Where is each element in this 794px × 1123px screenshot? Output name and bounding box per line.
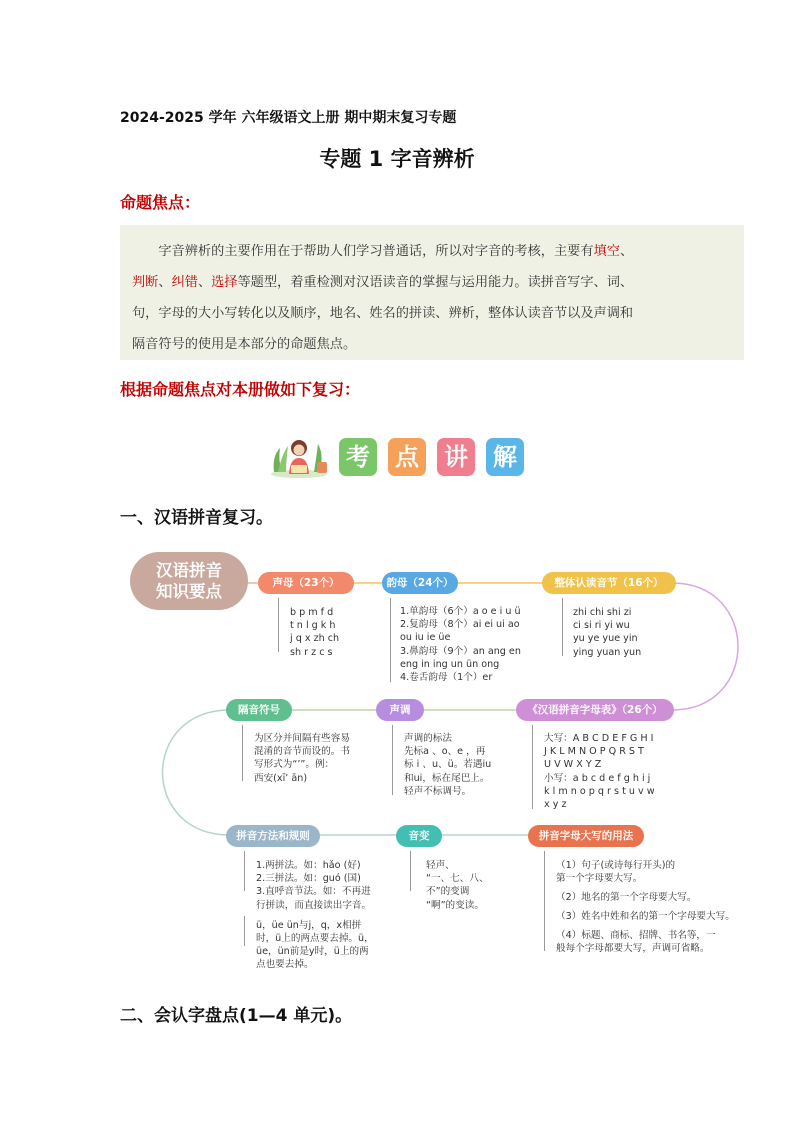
node-zimubiao-text: 大写：A B C D E F G H I J K L M N O P Q R S T U V W X Y Z 小写：a b c d e f g h i j k l m n o p q r s t u v w x y z: [544, 733, 655, 811]
node-daxie-text: （1）句子(或诗每行开头)的 第一个字母要大写。 （2）地名的第一个字母要大写。 （3）姓名中姓和名的第一个字母要大写。 （4）标题、商标、招牌、书名等，一 般每个字母都要大写，声调可省略。: [556, 860, 735, 954]
node-daxie: 拼音字母大写的用法: [528, 825, 644, 847]
focus-line-2: [132, 267, 732, 298]
node-shengmu-text: b p m f d t n l g k h j q x zh ch sh r z c s: [290, 607, 340, 658]
center-label-2: 知识要点: [156, 582, 222, 601]
reading-girl-illustration: [268, 432, 330, 480]
section-heading-pinyin: 一、汉语拼音复习。: [120, 508, 273, 528]
section-heading-characters: 二、会认字盘点(1—4 单元)。: [120, 1006, 353, 1026]
node-yunmu-text: 1.单韵母（6个）a o e i u ü 2.复韵母（8个）ai ei ui ao ou iu ie üe 3.鼻韵母（9个）an ang en eng in ing un ün ong 4.卷舌韵母（1个）er: [400, 606, 521, 684]
kaodian-badge: [268, 432, 528, 480]
badge-char-jie: 解: [486, 438, 524, 476]
highlight-term: 判断: [132, 275, 159, 290]
focus-text: 、: [619, 244, 634, 259]
highlight-term: 填空: [593, 244, 620, 259]
node-zhengti-text: zhi chi shi zi ci si ri yi wu yu ye yue yin ying yuan yun: [573, 607, 642, 658]
node-geyin: 隔音符号: [226, 699, 292, 721]
center-label-1: 汉语拼音: [156, 561, 222, 580]
top-title: 2024-2025 学年 六年级语文上册 期中期末复习专题: [120, 110, 457, 126]
node-shengmu: 声母（23个）: [258, 572, 354, 594]
focus-line-1: [132, 236, 732, 267]
focus-text: 字音辨析的主要作用在于帮助人们学习普通话，所以对字音的考核，主要有: [132, 244, 594, 259]
pinyin-mind-map: [120, 548, 744, 980]
node-pinyin: 拼音方法和规则: [226, 825, 320, 847]
focus-text: 、: [158, 275, 172, 290]
node-yinbian: 音变: [396, 825, 442, 847]
highlight-term: 纠错: [171, 275, 198, 290]
node-pinyin-text: 1.两拼法。如：hǎo (好) 2.三拼法。如：guó (国) 3.直呼音节法。如：不再进 行拼读，而直接读出字音。 ü，üe ün与j，q，x相拼 时，ü上的两点要去掉。ü， üe，ün前是y时，ü上的两 点也要去掉。: [256, 860, 374, 971]
badge-char-kao: 考: [339, 438, 377, 476]
node-yinbian-text: 轻声、 “一、七、八、 不”的变调 “啊”的变读。: [426, 860, 489, 911]
focus-heading: 命题焦点：: [120, 193, 201, 212]
mind-map-center: [130, 552, 248, 610]
page-title: 专题 1 字音辨析: [319, 147, 475, 171]
focus-line-4: 隔音符号的使用是本部分的命题焦点。: [132, 337, 357, 352]
badge-char-dian: 点: [388, 438, 426, 476]
node-geyin-text: 为区分并间隔有些容易 混淆的音节而设的。书 写形式为“’”。例： 西安(xī’ ān): [254, 733, 350, 784]
node-shengdiao-text: 声调的标法 先标a 、o、e ，再 标 i 、u、ü。若遇iu 和ui，标在尾巴上。 轻声不标调号。: [404, 733, 492, 797]
node-yunmu: 韵母（24个）: [382, 572, 458, 594]
focus-text: 、: [197, 275, 212, 290]
focus-line-3: 句，字母的大小写转化以及顺序，地名、姓名的拼读、辨析，整体认读音节以及声调和: [132, 306, 634, 321]
highlight-term: 选择: [211, 275, 238, 290]
focus-text: 等题型，着重检测对汉语读音的掌握与运用能力。读拼音写字、词、: [237, 275, 634, 290]
node-shengdiao: 声调: [376, 699, 424, 721]
review-heading: 根据命题焦点对本册做如下复习：: [120, 380, 361, 399]
node-zimubiao: 《汉语拼音字母表》（26个）: [516, 699, 674, 721]
focus-text-box: [120, 225, 744, 360]
node-zhengti: 整体认读音节（16个）: [542, 572, 676, 594]
badge-char-jiang: 讲: [437, 438, 475, 476]
